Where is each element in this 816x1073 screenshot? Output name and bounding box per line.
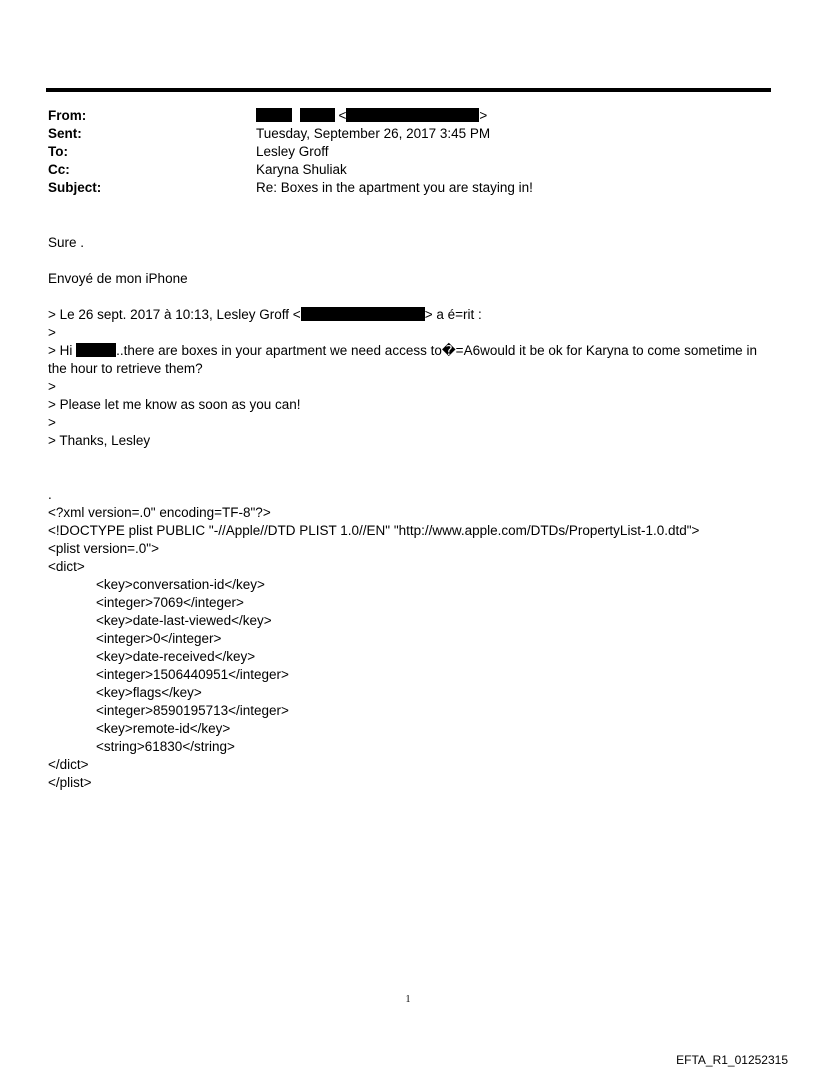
plist-entry: <key>flags</key> bbox=[96, 685, 202, 700]
subject-label: Subject: bbox=[48, 180, 102, 195]
plist-entry: <key>remote-id</key> bbox=[96, 721, 231, 736]
quote-thanks: > Thanks, Lesley bbox=[48, 433, 151, 448]
to-label: To: bbox=[48, 144, 68, 159]
sent-row bbox=[48, 125, 768, 143]
to-row bbox=[48, 143, 768, 161]
from-value bbox=[256, 107, 768, 125]
redaction-bar bbox=[300, 108, 335, 122]
plist-close: </plist> bbox=[48, 775, 92, 790]
quote-please: > Please let me know as soon as you can! bbox=[48, 397, 301, 412]
document-id: EFTA_R1_01252315 bbox=[676, 1053, 788, 1067]
quote-message bbox=[48, 342, 768, 378]
quote-intro-after: > a é=rit : bbox=[424, 307, 482, 322]
sent-value: Tuesday, September 26, 2017 3:45 PM bbox=[256, 126, 491, 141]
to-value: Lesley Groff bbox=[256, 144, 329, 159]
plist-entry: <integer>7069</integer> bbox=[96, 595, 244, 610]
plist-open: <plist version=.0"> bbox=[48, 541, 159, 556]
dict-close: </dict> bbox=[48, 757, 89, 772]
redaction-bar bbox=[256, 108, 292, 122]
cc-value: Karyna Shuliak bbox=[256, 162, 347, 177]
email-body bbox=[48, 234, 768, 792]
quote-message-text: ..there are boxes in your apartment we need access to�=A6would it be ok for Karyna to come sometime in the hour to retrieve them? bbox=[48, 343, 757, 376]
plist-entry: <integer>1506440951</integer> bbox=[96, 667, 289, 682]
plist-entry: <string>61830</string> bbox=[96, 739, 235, 754]
quote-blank-line: > bbox=[48, 415, 56, 430]
plist-entry: <integer>0</integer> bbox=[96, 631, 222, 646]
redaction-bar bbox=[76, 343, 116, 357]
plist-entry: <key>date-last-viewed</key> bbox=[96, 613, 272, 628]
plist-entry: <integer>8590195713</integer> bbox=[96, 703, 289, 718]
from-row bbox=[48, 107, 768, 125]
quote-hi: > Hi bbox=[48, 343, 73, 358]
redaction-bar bbox=[346, 108, 479, 122]
quote-intro bbox=[48, 306, 768, 324]
cc-label: Cc: bbox=[48, 162, 70, 177]
cc-row bbox=[48, 161, 768, 179]
dict-open: <dict> bbox=[48, 559, 85, 574]
sent-label: Sent: bbox=[48, 126, 82, 141]
from-label: From: bbox=[48, 108, 87, 123]
quote-blank-line: > bbox=[48, 379, 56, 394]
plist-xml-decl: <?xml version=.0" encoding=TF-8"?> bbox=[48, 505, 271, 520]
reply-text: Sure . bbox=[48, 235, 85, 250]
subject-value: Re: Boxes in the apartment you are staying in! bbox=[256, 180, 533, 195]
from-lt: < bbox=[338, 108, 347, 123]
separator-dot: . bbox=[48, 487, 52, 502]
page-number: 1 bbox=[405, 994, 411, 1005]
quote-blank-line: > bbox=[48, 325, 56, 340]
plist-entry: <key>conversation-id</key> bbox=[96, 577, 265, 592]
header-divider bbox=[46, 88, 771, 92]
plist-doctype: <!DOCTYPE plist PUBLIC "-//Apple//DTD PLIST 1.0//EN" "http://www.apple.com/DTDs/PropertyList-1.0.dtd"> bbox=[48, 523, 700, 538]
signature-text: Envoyé de mon iPhone bbox=[48, 271, 188, 286]
subject-row bbox=[48, 179, 768, 197]
email-header bbox=[48, 107, 768, 197]
plist-entry: <key>date-received</key> bbox=[96, 649, 256, 664]
quote-intro-before: > Le 26 sept. 2017 à 10:13, Lesley Groff < bbox=[48, 307, 301, 322]
from-gt: > bbox=[479, 108, 488, 123]
redaction-bar bbox=[301, 307, 425, 321]
